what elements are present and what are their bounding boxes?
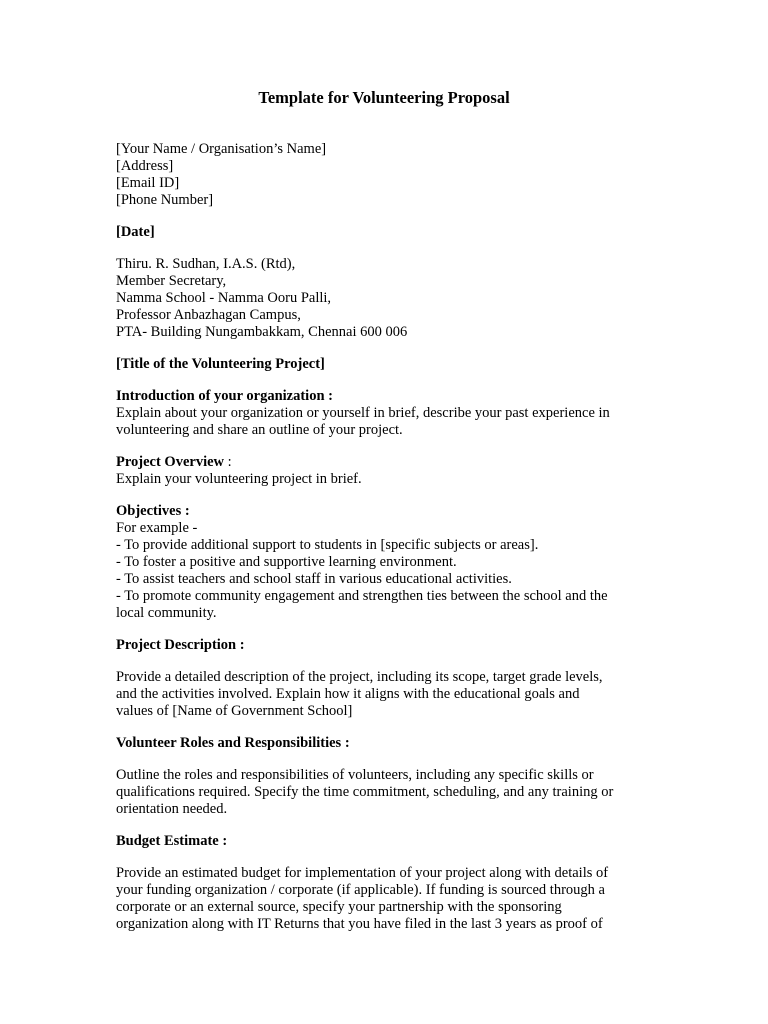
objectives-heading: Objectives : — [116, 503, 190, 519]
budget-section — [116, 833, 656, 933]
recipient-line: Professor Anbazhagan Campus, — [116, 307, 301, 323]
list-item: local community. — [116, 605, 217, 621]
recipient-line: Thiru. R. Sudhan, I.A.S. (Rtd), — [116, 256, 296, 272]
sender-name: [Your Name / Organisation’s Name] — [116, 141, 327, 157]
date-block — [116, 224, 656, 241]
paragraph-line: orientation needed. — [116, 801, 228, 817]
sender-email: [Email ID] — [116, 175, 180, 191]
budget-body — [116, 865, 656, 933]
intro-section — [116, 388, 656, 439]
recipient-line: Member Secretary, — [116, 273, 227, 289]
objectives-intro: For example - — [116, 520, 198, 536]
document-body — [116, 141, 656, 933]
budget-heading: Budget Estimate : — [116, 833, 228, 849]
paragraph-line: values of [Name of Government School] — [116, 703, 353, 719]
intro-heading: Introduction of your organization : — [116, 388, 333, 404]
description-heading: Project Description : — [116, 637, 245, 653]
roles-heading: Volunteer Roles and Responsibilities : — [116, 735, 350, 751]
paragraph-line: and the activities involved. Explain how it aligns with the educational goals and — [116, 686, 580, 702]
sender-address: [Address] — [116, 158, 174, 174]
list-item: - To assist teachers and school staff in various educational activities. — [116, 571, 512, 587]
paragraph-line: Outline the roles and responsibilities of volunteers, including any specific skills or — [116, 767, 594, 783]
date-placeholder: [Date] — [116, 224, 155, 240]
recipient-line: Namma School - Namma Ooru Palli, — [116, 290, 332, 306]
description-section — [116, 637, 656, 720]
paragraph-line: Explain your volunteering project in brief. — [116, 471, 362, 487]
project-title: [Title of the Volunteering Project] — [116, 356, 325, 372]
list-item: - To provide additional support to students in [specific subjects or areas]. — [116, 537, 539, 553]
sender-phone: [Phone Number] — [116, 192, 214, 208]
overview-heading-line — [116, 454, 656, 471]
paragraph-line: Provide an estimated budget for implementation of your project along with details of — [116, 865, 609, 881]
overview-separator: : — [224, 454, 232, 470]
list-item: - To promote community engagement and strengthen ties between the school and the — [116, 588, 608, 604]
paragraph-line: corporate or an external source, specify your partnership with the sponsoring — [116, 899, 562, 915]
paragraph-line: volunteering and share an outline of your project. — [116, 422, 403, 438]
document-title: Template for Volunteering Proposal — [258, 88, 510, 107]
list-item: - To foster a positive and supportive learning environment. — [116, 554, 457, 570]
recipient-line: PTA- Building Nungambakkam, Chennai 600 006 — [116, 324, 408, 340]
paragraph-line: organization along with IT Returns that you have filed in the last 3 years as proof of — [116, 916, 603, 932]
paragraph-line: your funding organization / corporate (if applicable). If funding is sourced through a — [116, 882, 605, 898]
paragraph-line: Explain about your organization or yourself in brief, describe your past experience in — [116, 405, 610, 421]
sender-block — [116, 141, 656, 209]
project-title-block — [116, 356, 656, 373]
overview-section — [116, 454, 656, 488]
roles-body — [116, 767, 656, 818]
overview-heading: Project Overview — [116, 454, 225, 470]
description-body — [116, 669, 656, 720]
paragraph-line: qualifications required. Specify the time commitment, scheduling, and any training or — [116, 784, 614, 800]
recipient-block — [116, 256, 656, 341]
roles-section — [116, 735, 656, 818]
paragraph-line: Provide a detailed description of the project, including its scope, target grade levels, — [116, 669, 603, 685]
objectives-section — [116, 503, 656, 622]
